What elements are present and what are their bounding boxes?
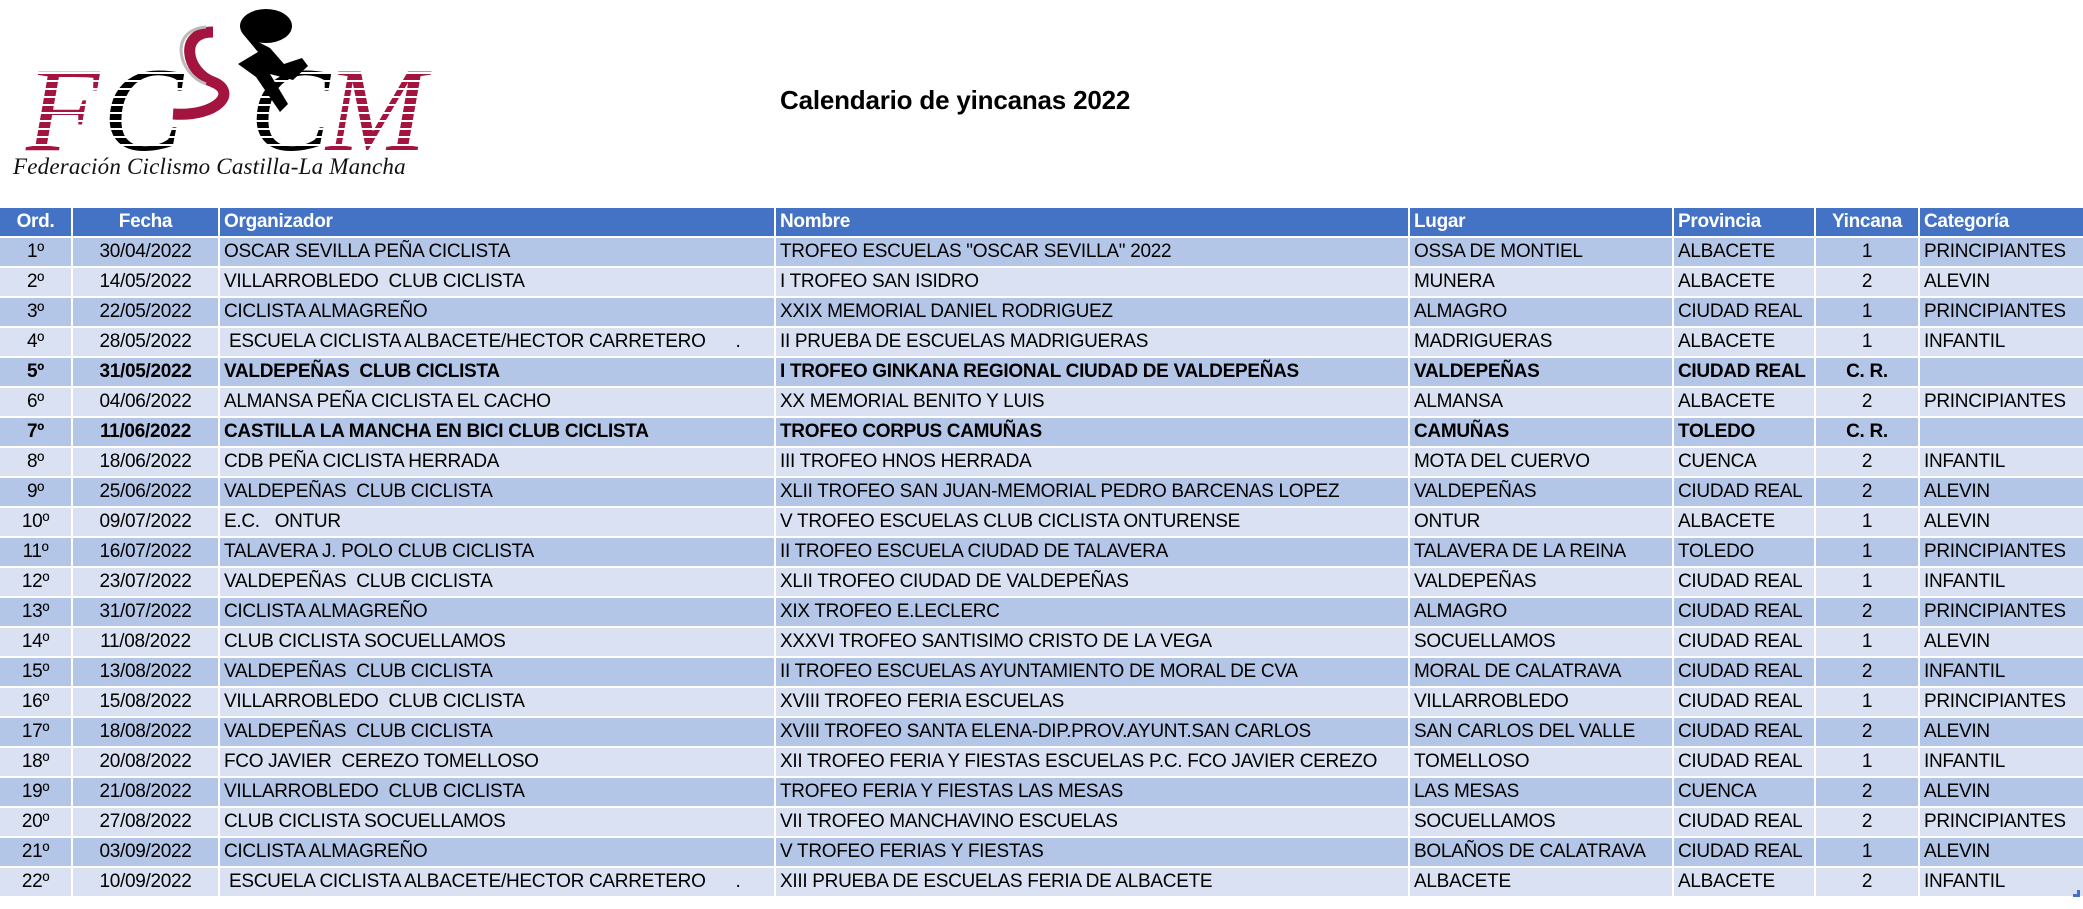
cell-ord[interactable]: 21º <box>0 838 73 866</box>
cell-fecha[interactable]: 09/07/2022 <box>73 508 220 536</box>
cell-lugar[interactable]: TALAVERA DE LA REINA <box>1410 538 1674 566</box>
cell-yincana[interactable]: 2 <box>1816 808 1920 836</box>
cell-nombre[interactable]: III TROFEO HNOS HERRADA <box>776 448 1410 476</box>
cell-categoria[interactable]: INFANTIL <box>1924 571 2006 592</box>
table-body <box>0 238 2083 898</box>
table-header-row <box>0 208 2083 238</box>
cell-organizador[interactable]: TALAVERA J. POLO CLUB CICLISTA <box>220 538 776 566</box>
cell-nombre[interactable]: V TROFEO FERIAS Y FIESTAS <box>776 838 1410 866</box>
cell-provincia[interactable]: ALBACETE <box>1674 238 1816 266</box>
cell-provincia[interactable]: CIUDAD REAL <box>1674 838 1816 866</box>
cell-ord[interactable]: 13º <box>0 598 73 626</box>
cell-categoria[interactable]: INFANTIL <box>1924 331 2006 352</box>
cell-organizador[interactable]: FCO JAVIER CEREZO TOMELLOSO <box>220 748 776 776</box>
cell-organizador[interactable]: ESCUELA CICLISTA ALBACETE/HECTOR CARRETERO . <box>220 868 776 896</box>
cell-ord[interactable]: 9º <box>0 478 73 506</box>
table-row[interactable] <box>0 688 2083 718</box>
cell-lugar[interactable]: LAS MESAS <box>1410 778 1674 806</box>
cell-provincia[interactable]: ALBACETE <box>1674 388 1816 416</box>
cell-organizador[interactable]: ESCUELA CICLISTA ALBACETE/HECTOR CARRETERO . <box>220 328 776 356</box>
cell-lugar[interactable]: SAN CARLOS DEL VALLE <box>1410 718 1674 746</box>
cell-provincia[interactable]: CUENCA <box>1674 778 1816 806</box>
cell-categoria[interactable]: PRINCIPIANTES <box>1924 391 2066 412</box>
page-title: Calendario de yincanas 2022 <box>780 85 1131 115</box>
cell-fecha[interactable]: 04/06/2022 <box>73 388 220 416</box>
cell-provincia[interactable]: CIUDAD REAL <box>1674 298 1816 326</box>
table-row[interactable] <box>0 448 2083 478</box>
cell-ord[interactable]: 15º <box>0 658 73 686</box>
cell-categoria[interactable]: PRINCIPIANTES <box>1924 541 2066 562</box>
cell-nombre[interactable]: XLII TROFEO SAN JUAN-MEMORIAL PEDRO BARCENAS LOPEZ <box>776 478 1410 506</box>
cell-ord[interactable]: 12º <box>0 568 73 596</box>
cell-lugar[interactable]: MOTA DEL CUERVO <box>1410 448 1674 476</box>
cell-nombre[interactable]: II TROFEO ESCUELA CIUDAD DE TALAVERA <box>776 538 1410 566</box>
cell-categoria[interactable]: INFANTIL <box>1924 451 2006 472</box>
cell-provincia[interactable]: CIUDAD REAL <box>1674 718 1816 746</box>
table-row[interactable] <box>0 868 2083 898</box>
svg-text:C: C <box>250 43 331 157</box>
cell-lugar[interactable]: CAMUÑAS <box>1410 418 1674 446</box>
cell-organizador[interactable]: CDB PEÑA CICLISTA HERRADA <box>220 448 776 476</box>
cell-categoria[interactable]: ALEVIN <box>1924 841 1990 862</box>
cell-yincana[interactable]: 2 <box>1816 598 1920 626</box>
cell-nombre[interactable]: XIII PRUEBA DE ESCUELAS FERIA DE ALBACETE <box>776 868 1410 896</box>
cell-ord[interactable]: 22º <box>0 868 73 896</box>
cell-provincia[interactable]: CIUDAD REAL <box>1674 598 1816 626</box>
cell-organizador[interactable]: VALDEPEÑAS CLUB CICLISTA <box>220 478 776 506</box>
cell-ord[interactable]: 8º <box>0 448 73 476</box>
cell-nombre[interactable]: XVIII TROFEO SANTA ELENA-DIP.PROV.AYUNT.SAN CARLOS <box>776 718 1410 746</box>
svg-text:F: F <box>26 43 100 157</box>
column-header-ord[interactable]: Ord. <box>0 208 73 236</box>
cell-nombre[interactable]: TROFEO CORPUS CAMUÑAS <box>776 418 1410 446</box>
cell-fecha[interactable]: 31/07/2022 <box>73 598 220 626</box>
cell-nombre[interactable]: XLII TROFEO CIUDAD DE VALDEPEÑAS <box>776 568 1410 596</box>
cell-yincana[interactable]: 2 <box>1816 448 1920 476</box>
cell-yincana[interactable]: 1 <box>1816 238 1920 266</box>
cell-ord[interactable]: 7º <box>0 418 73 446</box>
cell-provincia[interactable]: TOLEDO <box>1674 418 1816 446</box>
cell-provincia[interactable]: ALBACETE <box>1674 268 1816 296</box>
table-row[interactable] <box>0 238 2083 268</box>
cell-provincia[interactable]: CUENCA <box>1674 448 1816 476</box>
cell-ord[interactable]: 17º <box>0 718 73 746</box>
cell-ord[interactable]: 5º <box>0 358 73 386</box>
table-row[interactable] <box>0 598 2083 628</box>
cell-categoria[interactable]: PRINCIPIANTES <box>1924 601 2066 622</box>
cell-nombre[interactable]: XXXVI TROFEO SANTISIMO CRISTO DE LA VEGA <box>776 628 1410 656</box>
cell-yincana[interactable]: 1 <box>1816 748 1920 776</box>
cell-provincia[interactable]: CIUDAD REAL <box>1674 658 1816 686</box>
cell-yincana[interactable]: 2 <box>1816 718 1920 746</box>
column-header-lugar[interactable]: Lugar <box>1410 208 1674 236</box>
cell-lugar[interactable]: ALMAGRO <box>1410 298 1674 326</box>
table-row[interactable] <box>0 718 2083 748</box>
cell-fecha[interactable]: 20/08/2022 <box>73 748 220 776</box>
cell-organizador[interactable]: VALDEPEÑAS CLUB CICLISTA <box>220 568 776 596</box>
cell-fecha[interactable]: 11/08/2022 <box>73 628 220 656</box>
cell-provincia[interactable]: CIUDAD REAL <box>1674 688 1816 716</box>
cell-organizador[interactable]: CASTILLA LA MANCHA EN BICI CLUB CICLISTA <box>220 418 776 446</box>
cell-provincia[interactable]: ALBACETE <box>1674 328 1816 356</box>
cell-categoria[interactable]: ALEVIN <box>1924 511 1990 532</box>
cell-nombre[interactable]: XII TROFEO FERIA Y FIESTAS ESCUELAS P.C. FCO JAVIER CEREZO <box>776 748 1410 776</box>
cell-lugar[interactable]: ALMAGRO <box>1410 598 1674 626</box>
cell-ord[interactable]: 2º <box>0 268 73 296</box>
cell-lugar[interactable]: VALDEPEÑAS <box>1410 478 1674 506</box>
cell-lugar[interactable]: SOCUELLAMOS <box>1410 628 1674 656</box>
cell-nombre[interactable]: TROFEO ESCUELAS "OSCAR SEVILLA" 2022 <box>776 238 1410 266</box>
cell-organizador[interactable]: VILLARROBLEDO CLUB CICLISTA <box>220 688 776 716</box>
cell-categoria[interactable] <box>1920 418 2083 446</box>
cell-fecha[interactable]: 16/07/2022 <box>73 538 220 566</box>
cell-categoria[interactable]: ALEVIN <box>1924 781 1990 802</box>
column-header-provincia[interactable]: Provincia <box>1674 208 1816 236</box>
column-header-nombre[interactable]: Nombre <box>776 208 1410 236</box>
cell-lugar[interactable]: OSSA DE MONTIEL <box>1410 238 1674 266</box>
cell-ord[interactable]: 20º <box>0 808 73 836</box>
cell-categoria[interactable]: ALEVIN <box>1924 481 1990 502</box>
cell-lugar[interactable]: MADRIGUERAS <box>1410 328 1674 356</box>
cell-lugar[interactable]: SOCUELLAMOS <box>1410 808 1674 836</box>
cell-lugar[interactable]: VALDEPEÑAS <box>1410 568 1674 596</box>
cell-lugar[interactable]: MORAL DE CALATRAVA <box>1410 658 1674 686</box>
fccm-logo <box>8 2 440 182</box>
table-row[interactable] <box>0 838 2083 868</box>
cell-provincia[interactable]: CIUDAD REAL <box>1674 478 1816 506</box>
cell-lugar[interactable]: BOLAÑOS DE CALATRAVA <box>1410 838 1674 866</box>
cell-ord[interactable]: 4º <box>0 328 73 356</box>
cell-nombre[interactable]: II PRUEBA DE ESCUELAS MADRIGUERAS <box>776 328 1410 356</box>
cell-fecha[interactable]: 18/06/2022 <box>73 448 220 476</box>
table-row[interactable] <box>0 538 2083 568</box>
cell-yincana[interactable]: 1 <box>1816 628 1920 656</box>
cell-nombre[interactable]: XIX TROFEO E.LECLERC <box>776 598 1410 626</box>
cell-nombre[interactable]: I TROFEO SAN ISIDRO <box>776 268 1410 296</box>
table-row[interactable] <box>0 478 2083 508</box>
cell-fecha[interactable]: 10/09/2022 <box>73 868 220 896</box>
cell-categoria[interactable]: ALEVIN <box>1924 271 1990 292</box>
table-row[interactable] <box>0 568 2083 598</box>
table-row[interactable] <box>0 358 2083 388</box>
cell-categoria[interactable]: PRINCIPIANTES <box>1924 691 2066 712</box>
cell-nombre[interactable]: XXIX MEMORIAL DANIEL RODRIGUEZ <box>776 298 1410 326</box>
cell-yincana[interactable]: 1 <box>1816 298 1920 326</box>
cell-categoria[interactable]: PRINCIPIANTES <box>1924 241 2066 262</box>
cell-ord[interactable]: 1º <box>0 238 73 266</box>
table-row[interactable] <box>0 748 2083 778</box>
cell-nombre[interactable]: V TROFEO ESCUELAS CLUB CICLISTA ONTURENSE <box>776 508 1410 536</box>
cyclist-logo-icon <box>8 2 440 157</box>
cell-provincia[interactable]: ALBACETE <box>1674 868 1816 896</box>
cell-yincana[interactable]: 1 <box>1816 508 1920 536</box>
cell-ord[interactable]: 11º <box>0 538 73 566</box>
cell-categoria[interactable]: ALEVIN <box>1924 721 1990 742</box>
cell-nombre[interactable]: XX MEMORIAL BENITO Y LUIS <box>776 388 1410 416</box>
cell-categoria[interactable]: INFANTIL <box>1924 661 2006 682</box>
cell-organizador[interactable]: E.C. ONTUR <box>220 508 776 536</box>
svg-text:M: M <box>326 43 426 157</box>
cell-yincana[interactable]: 2 <box>1816 868 1920 896</box>
cell-fecha[interactable]: 27/08/2022 <box>73 808 220 836</box>
cell-fecha[interactable]: 22/05/2022 <box>73 298 220 326</box>
cell-lugar[interactable]: MUNERA <box>1410 268 1674 296</box>
column-header-yincana[interactable]: Yincana <box>1816 208 1920 236</box>
cell-yincana[interactable]: 2 <box>1816 388 1920 416</box>
cell-fecha[interactable]: 15/08/2022 <box>73 688 220 716</box>
cell-organizador[interactable]: VALDEPEÑAS CLUB CICLISTA <box>220 658 776 686</box>
table-row[interactable] <box>0 508 2083 538</box>
cell-fecha[interactable]: 25/06/2022 <box>73 478 220 506</box>
column-header-categoria[interactable]: Categoría <box>1924 211 2009 232</box>
table-row[interactable] <box>0 388 2083 418</box>
cell-organizador[interactable]: ALMANSA PEÑA CICLISTA EL CACHO <box>220 388 776 416</box>
cell-organizador[interactable]: OSCAR SEVILLA PEÑA CICLISTA <box>220 238 776 266</box>
cell-lugar[interactable]: VILLARROBLEDO <box>1410 688 1674 716</box>
cell-fecha[interactable]: 14/05/2022 <box>73 268 220 296</box>
cell-lugar[interactable]: TOMELLOSO <box>1410 748 1674 776</box>
cell-nombre[interactable]: TROFEO FERIA Y FIESTAS LAS MESAS <box>776 778 1410 806</box>
cell-yincana[interactable]: 1 <box>1816 688 1920 716</box>
cell-ord[interactable]: 19º <box>0 778 73 806</box>
cell-organizador[interactable]: CICLISTA ALMAGREÑO <box>220 598 776 626</box>
cell-yincana[interactable]: 1 <box>1816 538 1920 566</box>
cell-nombre[interactable]: XVIII TROFEO FERIA ESCUELAS <box>776 688 1410 716</box>
cell-categoria[interactable] <box>1920 358 2083 386</box>
cell-provincia[interactable]: TOLEDO <box>1674 538 1816 566</box>
cell-yincana[interactable]: C. R. <box>1816 358 1920 386</box>
table-row[interactable] <box>0 778 2083 808</box>
cell-organizador[interactable]: CLUB CICLISTA SOCUELLAMOS <box>220 628 776 656</box>
calendar-table <box>0 208 2083 898</box>
cell-fecha[interactable]: 11/06/2022 <box>73 418 220 446</box>
cell-yincana[interactable]: C. R. <box>1816 418 1920 446</box>
cell-fecha[interactable]: 30/04/2022 <box>73 238 220 266</box>
cell-provincia[interactable]: CIUDAD REAL <box>1674 358 1816 386</box>
cell-organizador[interactable]: CICLISTA ALMAGREÑO <box>220 298 776 326</box>
cell-organizador[interactable]: CLUB CICLISTA SOCUELLAMOS <box>220 808 776 836</box>
table-row[interactable] <box>0 328 2083 358</box>
cell-lugar[interactable]: ALBACETE <box>1410 868 1674 896</box>
table-resize-handle[interactable] <box>2073 890 2080 897</box>
cell-organizador[interactable]: VILLARROBLEDO CLUB CICLISTA <box>220 778 776 806</box>
cell-fecha[interactable]: 21/08/2022 <box>73 778 220 806</box>
cell-yincana[interactable]: 2 <box>1816 658 1920 686</box>
cell-fecha[interactable]: 03/09/2022 <box>73 838 220 866</box>
cell-yincana[interactable]: 2 <box>1816 478 1920 506</box>
cell-fecha[interactable]: 23/07/2022 <box>73 568 220 596</box>
svg-text:C: C <box>103 43 184 157</box>
cell-yincana[interactable]: 1 <box>1816 568 1920 596</box>
cell-yincana[interactable]: 2 <box>1816 778 1920 806</box>
cell-categoria[interactable]: INFANTIL <box>1924 871 2006 892</box>
cell-fecha[interactable]: 18/08/2022 <box>73 718 220 746</box>
cell-yincana[interactable]: 1 <box>1816 838 1920 866</box>
cell-organizador[interactable]: VALDEPEÑAS CLUB CICLISTA <box>220 358 776 386</box>
cell-ord[interactable]: 6º <box>0 388 73 416</box>
table-row[interactable] <box>0 418 2083 448</box>
cell-fecha[interactable]: 31/05/2022 <box>73 358 220 386</box>
cell-ord[interactable]: 3º <box>0 298 73 326</box>
cell-categoria[interactable]: ALEVIN <box>1924 631 1990 652</box>
cell-fecha[interactable]: 28/05/2022 <box>73 328 220 356</box>
cell-fecha[interactable]: 13/08/2022 <box>73 658 220 686</box>
cell-categoria[interactable]: PRINCIPIANTES <box>1924 811 2066 832</box>
column-header-fecha[interactable]: Fecha <box>73 208 220 236</box>
cell-provincia[interactable]: CIUDAD REAL <box>1674 568 1816 596</box>
cell-lugar[interactable]: ONTUR <box>1410 508 1674 536</box>
cell-organizador[interactable]: VILLARROBLEDO CLUB CICLISTA <box>220 268 776 296</box>
cell-ord[interactable]: 18º <box>0 748 73 776</box>
cell-ord[interactable]: 14º <box>0 628 73 656</box>
cell-provincia[interactable]: ALBACETE <box>1674 508 1816 536</box>
column-header-organizador[interactable]: Organizador <box>220 208 776 236</box>
cell-ord[interactable]: 10º <box>0 508 73 536</box>
cell-nombre[interactable]: VII TROFEO MANCHAVINO ESCUELAS <box>776 808 1410 836</box>
table-row[interactable] <box>0 658 2083 688</box>
cell-categoria[interactable]: PRINCIPIANTES <box>1924 301 2066 322</box>
cell-ord[interactable]: 16º <box>0 688 73 716</box>
cell-organizador[interactable]: CICLISTA ALMAGREÑO <box>220 838 776 866</box>
cell-yincana[interactable]: 1 <box>1816 328 1920 356</box>
cell-nombre[interactable]: I TROFEO GINKANA REGIONAL CIUDAD DE VALDEPEÑAS <box>776 358 1410 386</box>
cell-provincia[interactable]: CIUDAD REAL <box>1674 628 1816 656</box>
cell-lugar[interactable]: VALDEPEÑAS <box>1410 358 1674 386</box>
logo-tagline: Federación Ciclismo Castilla-La Mancha <box>13 154 406 179</box>
cell-yincana[interactable]: 2 <box>1816 268 1920 296</box>
cell-organizador[interactable]: VALDEPEÑAS CLUB CICLISTA <box>220 718 776 746</box>
cell-categoria[interactable]: INFANTIL <box>1924 751 2006 772</box>
cell-provincia[interactable]: CIUDAD REAL <box>1674 808 1816 836</box>
table-row[interactable] <box>0 808 2083 838</box>
table-row[interactable] <box>0 298 2083 328</box>
cell-lugar[interactable]: ALMANSA <box>1410 388 1674 416</box>
table-row[interactable] <box>0 268 2083 298</box>
cell-provincia[interactable]: CIUDAD REAL <box>1674 748 1816 776</box>
table-row[interactable] <box>0 628 2083 658</box>
cell-nombre[interactable]: II TROFEO ESCUELAS AYUNTAMIENTO DE MORAL DE CVA <box>776 658 1410 686</box>
